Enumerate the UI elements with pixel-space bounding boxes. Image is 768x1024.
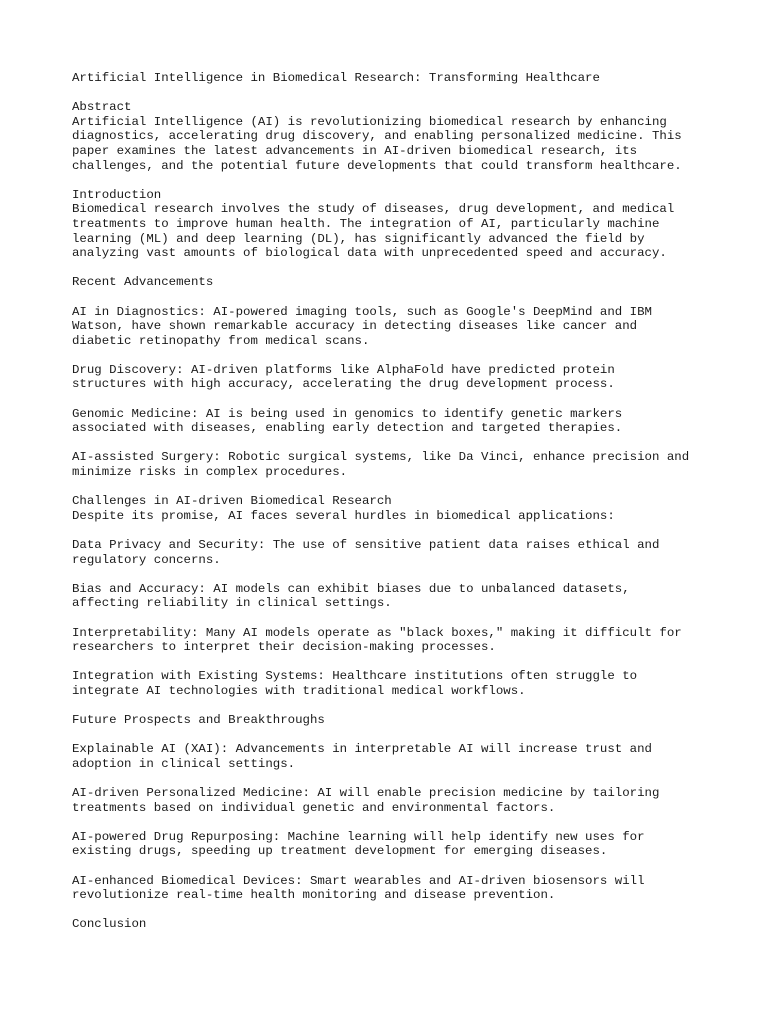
personalized-medicine-paragraph-line: treatments based on individual genetic and environmental factors. (72, 800, 556, 815)
xai-paragraph-line: adoption in clinical settings. (72, 756, 296, 771)
drug-repurposing-paragraph-line: existing drugs, speeding up treatment development for emerging diseases. (72, 844, 608, 859)
abstract-line: diagnostics, accelerating drug discovery, and enabling personalized medicine. This (72, 129, 682, 144)
diagnostics-paragraph-line: Watson, have shown remarkable accuracy in detecting diseases like cancer and (72, 319, 638, 334)
abstract-line: challenges, and the potential future developments that could transform healthcare. (72, 158, 682, 173)
introduction-heading: Introduction (72, 187, 162, 202)
future-prospects-heading: Future Prospects and Breakthroughs (72, 713, 325, 728)
drug-discovery-paragraph-line: structures with high accuracy, accelerating the drug development process. (72, 377, 615, 392)
bias-paragraph-line: affecting reliability in clinical settings. (72, 596, 392, 611)
document-page (72, 71, 712, 932)
interpretability-paragraph-line: researchers to interpret their decision-making processes. (72, 640, 496, 655)
recent-advancements-heading: Recent Advancements (72, 275, 214, 290)
interpretability-paragraph-line: Interpretability: Many AI models operate as "black boxes," making it difficult for (72, 625, 682, 640)
genomic-medicine-paragraph-line: associated with diseases, enabling early detection and targeted therapies. (72, 421, 623, 436)
drug-repurposing-paragraph-line: AI-powered Drug Repurposing: Machine learning will help identify new uses for (72, 829, 645, 844)
privacy-paragraph-line: regulatory concerns. (72, 552, 221, 567)
bias-paragraph-line: Bias and Accuracy: AI models can exhibit biases due to unbalanced datasets, (72, 581, 630, 596)
surgery-paragraph-line: AI-assisted Surgery: Robotic surgical systems, like Da Vinci, enhance precision and (72, 450, 690, 465)
surgery-paragraph-line: minimize risks in complex procedures. (72, 465, 348, 480)
integration-paragraph-line: integrate AI technologies with traditional medical workflows. (72, 683, 526, 698)
abstract-line: paper examines the latest advancements in AI-driven biomedical research, its (72, 143, 638, 158)
introduction-line: analyzing vast amounts of biological data with unprecedented speed and accuracy. (72, 246, 667, 261)
document-title: Artificial Intelligence in Biomedical Research: Transforming Healthcare (72, 71, 600, 85)
privacy-paragraph-line: Data Privacy and Security: The use of sensitive patient data raises ethical and (72, 538, 660, 552)
diagnostics-paragraph-line: diabetic retinopathy from medical scans. (72, 333, 370, 348)
introduction-line: Biomedical research involves the study of diseases, drug development, and medical (72, 202, 675, 217)
challenges-intro: Despite its promise, AI faces several hurdles in biomedical applications: (72, 508, 615, 523)
abstract-heading: Abstract (72, 100, 132, 115)
diagnostics-paragraph-line: AI in Diagnostics: AI-powered imaging tools, such as Google's DeepMind and IBM (72, 304, 652, 319)
introduction-line: treatments to improve human health. The integration of AI, particularly machine (72, 216, 660, 231)
personalized-medicine-paragraph-line: AI-driven Personalized Medicine: AI will enable precision medicine by tailoring (72, 786, 660, 801)
challenges-heading: Challenges in AI-driven Biomedical Research (72, 494, 392, 509)
drug-discovery-paragraph-line: Drug Discovery: AI-driven platforms like AlphaFold have predicted protein (72, 362, 615, 377)
introduction-line: learning (ML) and deep learning (DL), has significantly advanced the field by (72, 231, 645, 246)
genomic-medicine-paragraph-line: Genomic Medicine: AI is being used in genomics to identify genetic markers (72, 406, 623, 421)
conclusion-heading: Conclusion (72, 917, 147, 932)
integration-paragraph-line: Integration with Existing Systems: Healthcare institutions often struggle to (72, 669, 638, 684)
biomedical-devices-paragraph-line: revolutionize real-time health monitoring and disease prevention. (72, 888, 556, 903)
xai-paragraph-line: Explainable AI (XAI): Advancements in interpretable AI will increase trust and (72, 742, 652, 757)
abstract-line: Artificial Intelligence (AI) is revolutionizing biomedical research by enhancing (72, 114, 667, 129)
biomedical-devices-paragraph-line: AI-enhanced Biomedical Devices: Smart wearables and AI-driven biosensors will (72, 873, 645, 888)
